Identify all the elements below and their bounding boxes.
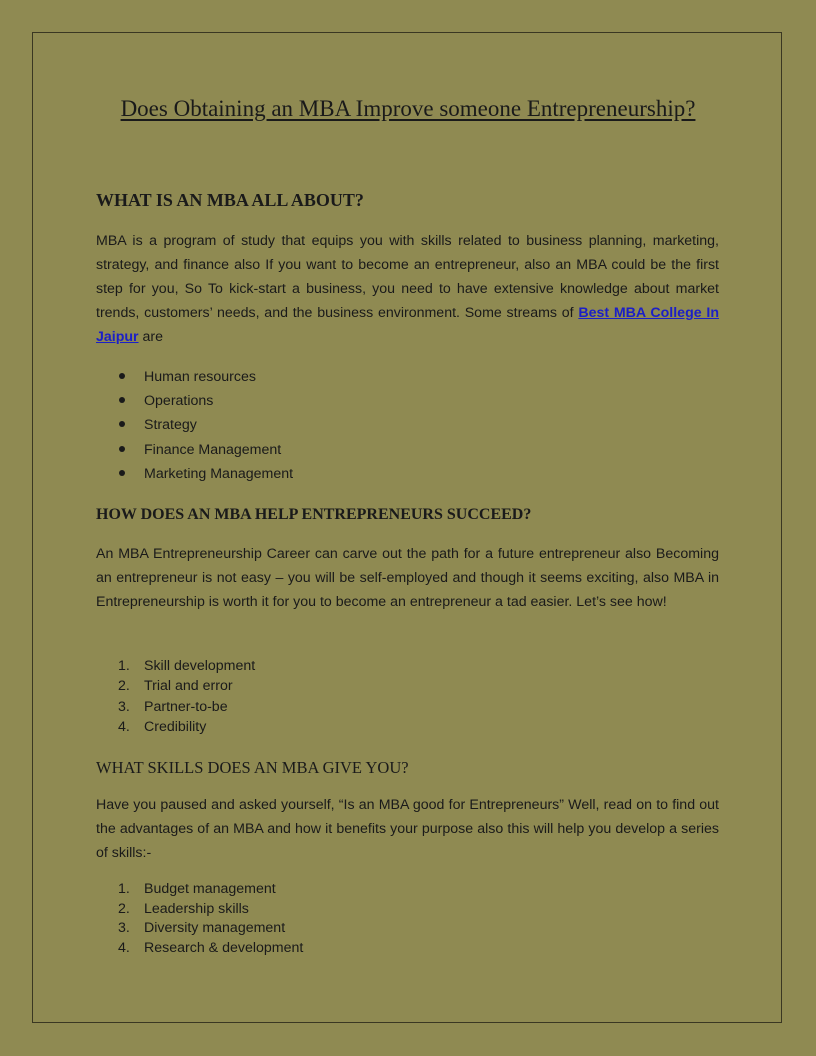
list-item-text: Strategy [144, 417, 197, 434]
section-heading-mba-skills: WHAT SKILLS DOES AN MBA GIVE YOU? [96, 758, 409, 777]
list-number: 4. [118, 718, 130, 735]
list-item-text: Operations [144, 393, 214, 410]
list-item [96, 413, 293, 437]
section-heading-what-is-mba: WHAT IS AN MBA ALL ABOUT? [96, 190, 364, 210]
list-item-text: Diversity management [144, 920, 286, 937]
list-number: 2. [118, 900, 130, 917]
list-item-text: Leadership skills [144, 900, 249, 917]
skills-list [96, 880, 303, 958]
list-item [96, 939, 303, 959]
list-item [96, 697, 255, 717]
section-paragraph-what-is-mba [96, 229, 719, 349]
list-number: 1. [118, 881, 130, 897]
paragraph-text: MBA is a program of study that equips you with skills related to business planning, marketing, strategy, and finance also If you want to become an entrepreneur, also an MBA could be the first step for you, So To kick-start a business, you need to have extensive knowledge about market trends, customers’ needs, and the business environment. Some streams of [96, 233, 719, 321]
mba-streams-list [96, 365, 293, 486]
list-item [96, 389, 293, 413]
list-item [96, 919, 303, 939]
list-item [96, 676, 255, 696]
list-item-text: Human resources [144, 369, 256, 385]
list-number: 3. [118, 698, 130, 715]
list-item-text: Credibility [144, 718, 207, 735]
list-item [96, 438, 293, 462]
list-item-text: Trial and error [144, 678, 233, 695]
list-item [96, 365, 293, 389]
list-number: 3. [118, 920, 130, 937]
section-paragraph-mba-skills: Have you paused and asked yourself, “Is an MBA good for Entrepreneurs” Well, read on to find out the advantages of an MBA and how it benefits your purpose also this will help you develop a series of skills:- [96, 797, 719, 861]
list-item-text: Research & development [144, 939, 304, 956]
bullet-icon [119, 470, 125, 476]
list-item [96, 656, 255, 676]
bullet-icon [119, 397, 125, 403]
paragraph-text-end: are [138, 329, 164, 345]
list-item-text: Marketing Management [144, 465, 294, 482]
list-item [96, 880, 303, 900]
list-item-text: Partner-to-be [144, 698, 228, 715]
list-number: 4. [118, 939, 130, 956]
benefits-list [96, 656, 255, 737]
list-item-text: Skill development [144, 658, 256, 674]
list-item-text: Budget management [144, 881, 276, 897]
section-heading-how-mba-helps: HOW DOES AN MBA HELP ENTREPRENEURS SUCCEED? [96, 506, 532, 523]
bullet-icon [119, 373, 125, 379]
bullet-icon [119, 421, 125, 427]
list-item-text: Finance Management [144, 441, 282, 458]
document-title: Does Obtaining an MBA Improve someone Entrepreneurship? [120, 96, 696, 121]
best-mba-college-link[interactable]: Best MBA College In Jaipur [96, 305, 719, 345]
page-border [32, 32, 782, 1023]
list-number: 2. [118, 678, 130, 695]
list-item [96, 462, 293, 486]
list-number: 1. [118, 658, 130, 674]
bullet-icon [119, 446, 125, 452]
section-paragraph-how-mba-helps: An MBA Entrepreneurship Career can carve out the path for a future entrepreneur also Becoming an entrepreneur is not easy – you will be self-employed and though it seems exciting, also MBA in Entrepreneurship is worth it for you to become an entrepreneur a tad easier. Let’s see how! [96, 546, 719, 610]
list-item [96, 900, 303, 920]
list-item [96, 717, 255, 737]
